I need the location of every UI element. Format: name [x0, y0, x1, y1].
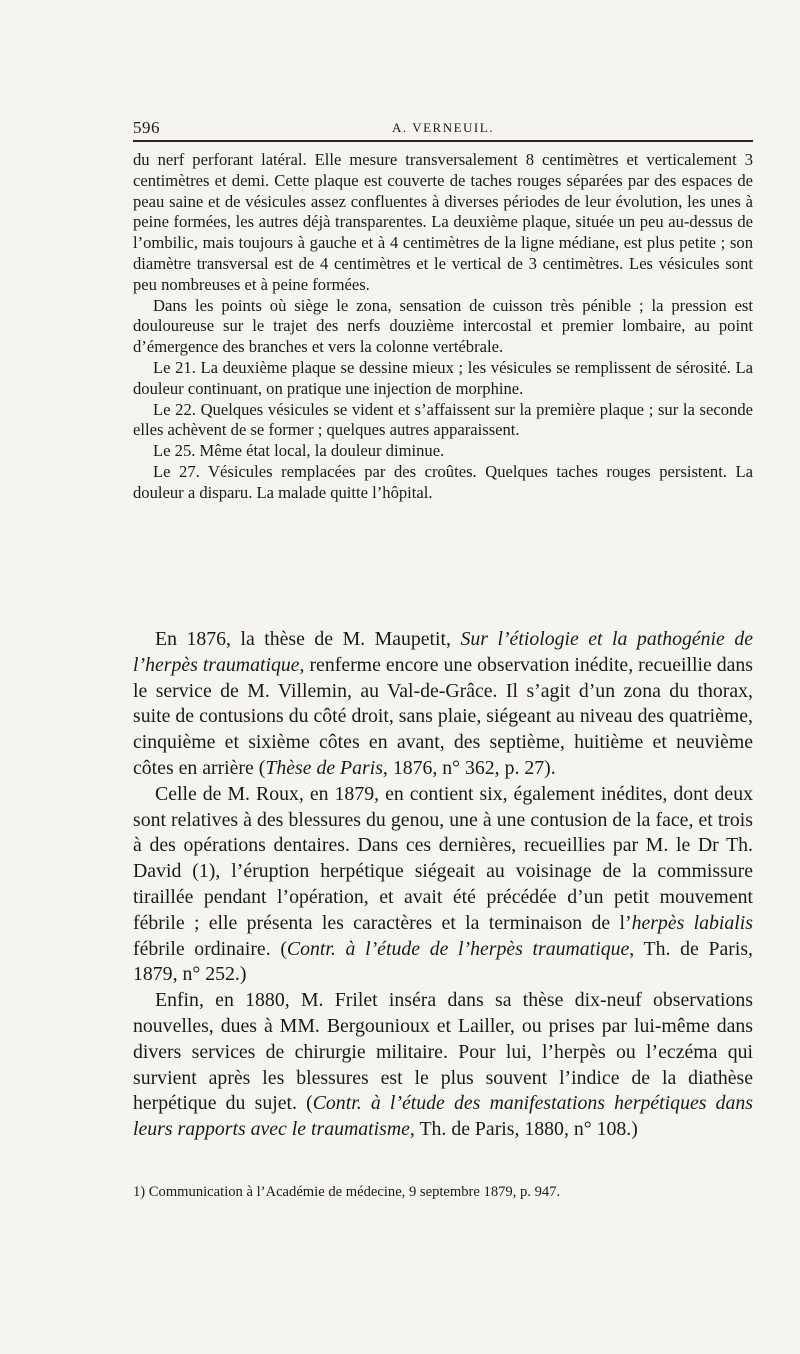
citation-source: Thèse de Paris	[265, 756, 383, 779]
thesis-title: Contr. à l’étude des manifestations herpétiques dans leurs rapports avec le traumatisme	[133, 1092, 753, 1141]
thesis-title: Sur l’étiologie et la pathogénie de l’herpès traumatique	[133, 628, 753, 676]
page-header	[133, 118, 753, 142]
observation-paragraph: Le 25. Même état local, la douleur diminue.	[153, 441, 445, 461]
observation-paragraph: Le 27. Vésicules remplacées par des croûtes. Quelques taches rouges persistent. La douleur a disparu. La malade quitte l’hôpital.	[133, 461, 753, 502]
text-run: Enfin, en 1880, M. Frilet inséra dans sa thèse dix-neuf observations nouvelles, dues à MM. Bergounioux et Lailler, ou prises par lui-même dans divers services de chirurgie militaire. Pour lui, l’herpès ou l’eczéma qui survient après les blessures est le plus souvent l’indice de la diathèse herpétique du sujet. (	[133, 989, 753, 1115]
body-paragraph	[133, 782, 753, 988]
observation-paragraph: Le 22. Quelques vésicules se vident et s’affaissent sur la première plaque ; sur la seconde elles achèvent de se former ; quelques autres apparaissent.	[133, 399, 753, 440]
body-paragraph	[133, 988, 753, 1143]
text-run: En 1876, la thèse de M. Maupetit,	[155, 628, 461, 650]
text-run: fébrile ordinaire. (	[133, 937, 287, 960]
text-run: , Th. de Paris, 1880, n° 108.)	[409, 1118, 638, 1141]
text-run: , Th. de Paris, 1879, n° 252.)	[133, 937, 753, 986]
main-text	[133, 627, 753, 1143]
page-number: 596	[133, 118, 160, 137]
body-paragraph	[133, 627, 753, 782]
text-run: , 1876, n° 362, p. 27).	[382, 756, 556, 779]
running-head: A. VERNEUIL.	[392, 120, 494, 135]
observation-paragraph: du nerf perforant latéral. Elle mesure transversalement 8 centimètres et verticalement 3 centimètres et demi. Cette plaque est couverte de taches rouges séparées par des espaces de peau saine et de vésicules assez confluentes à diverses périodes de leur évolution, les unes à peine formées, les autres déjà transparentes. La deuxième plaque, située un peu au-dessus de l’ombilic, mais toujours à gauche et à 4 centimètres de la ligne médiane, est plus petite ; son diamètre transversal est de 4 centimètres et le vertical de 3 centimètres. Les vésicules sont peu nombreuses et à peine formées.	[133, 150, 753, 294]
footnote: 1) Communication à l’Académie de médecine, 9 septembre 1879, p. 947.	[133, 1184, 561, 1200]
text-run: Celle de M. Roux, en 1879, en contient six, également inédites, dont deux sont relatives à des blessures du genou, une à une contusion de la face, et trois à des opérations dentaires. Dans ces dernières, recueillies par M. le Dr Th. David (1), l’éruption herpétique siégeait au voisinage de la commissure tiraillée pendant l’opération, et avait été précédée d’un petit mouvement fébrile ; elle présenta les caractères et la terminaison de l’	[133, 782, 753, 934]
observation-paragraph: Le 21. La deuxième plaque se dessine mieux ; les vésicules se remplissent de sérosité. La douleur continuant, on pratique une injection de morphine.	[133, 357, 753, 398]
latin-term: herpès labialis	[631, 911, 753, 934]
observation-paragraph: Dans les points où siège le zona, sensation de cuisson très pénible ; la pression est douloureuse sur le trajet des nerfs douzième intercostal et premier lombaire, au point d’émergence des branches et vers la colonne vertébrale.	[133, 295, 753, 357]
observation-text	[133, 150, 753, 504]
text-run: , renferme encore une observation inédite, recueillie dans le service de M. Villemin, au Val-de-Grâce. Il s’agit d’un zona du thorax, suite de contusions du côté droit, sans plaie, siégeant au niveau des quatrième, cinquième et sixième côtes en avant, des septième, huitième et neuvième côtes en arrière (	[133, 653, 753, 779]
thesis-title: Contr. à l’étude de l’herpès traumatique	[286, 937, 630, 960]
